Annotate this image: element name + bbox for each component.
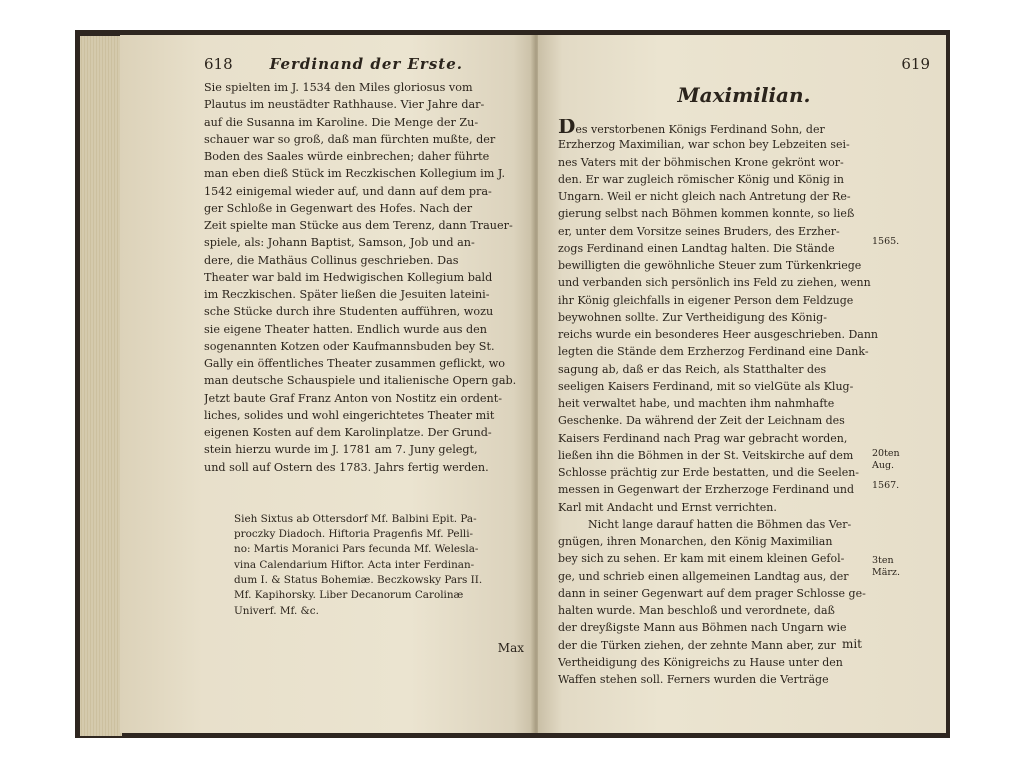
text-line: zogs Ferdinand einen Landtag halten. Die Stände bbox=[558, 241, 835, 255]
text-line: Gally ein öffentliches Theater zusammen geflickt, wo bbox=[204, 357, 506, 370]
text-line: schauer war so groß, daß man fürchten mußte, der bbox=[204, 132, 496, 146]
text-line: Sie spielten im J. 1534 den Miles gloriosus vom bbox=[204, 81, 473, 94]
text-line: ge, und schrieb einen allgemeinen Landtag aus, der bbox=[558, 569, 849, 583]
text-line: Kaisers Ferdinand nach Prag war gebracht worden, bbox=[558, 431, 848, 445]
text-line: Karl mit Andacht und Ernst verrichten. bbox=[558, 500, 777, 514]
text-line: messen in Gegenwart der Erzherzoge Ferdinand und bbox=[558, 483, 855, 497]
catchword: mit bbox=[841, 637, 862, 651]
text-line: 1542 einigemal wieder auf, und dann auf dem pra- bbox=[204, 184, 492, 198]
drop-cap: D bbox=[558, 119, 576, 137]
margin-note: 1565. bbox=[872, 236, 900, 247]
left-body-text bbox=[204, 79, 520, 476]
footnote-line: vina Calendarium Hiftor. Acta inter Ferdinan- bbox=[234, 558, 475, 571]
text-line: und soll auf Ostern des 1783. Jahrs fertig werden. bbox=[204, 460, 489, 474]
text-line: heit verwaltet habe, und machten ihm nahmhafte bbox=[558, 397, 835, 410]
left-page-number: 618 bbox=[204, 55, 233, 73]
text-line: stein hierzu wurde im J. 1781 am 7. Juny gelegt, bbox=[204, 443, 478, 457]
footnote-line: Sieh Sixtus ab Ottersdorf Mf. Balbini Epit. Pa- bbox=[234, 512, 477, 525]
text-line: der dreyßigste Mann aus Böhmen nach Ungarn wie bbox=[558, 621, 847, 635]
text-line: gierung selbst nach Böhmen kommen konnte, so ließ bbox=[558, 207, 855, 221]
margin-note: 1567. bbox=[872, 480, 900, 491]
footnote-line: Mf. Kapihorsky. Liber Decanorum Carolinæ bbox=[234, 589, 464, 602]
text-line: im Reczkischen. Später ließen die Jesuiten lateini- bbox=[204, 288, 490, 301]
text-line: Des verstorbenen Königs Ferdinand Sohn, der bbox=[558, 119, 930, 136]
footnote-line: Univerf. Mf. &c. bbox=[234, 604, 319, 617]
text-line: man eben dieß Stück im Reczkischen Kollegium im J. bbox=[204, 167, 506, 181]
right-page-number: 619 bbox=[901, 55, 930, 73]
text-line: Nicht lange darauf hatten die Böhmen das Ver- bbox=[588, 517, 852, 531]
chapter-title: Maximilian. bbox=[677, 83, 811, 107]
text-line: Erzherzog Maximilian, war schon bey Lebzeiten sei- bbox=[558, 138, 850, 152]
text-line: Geschenke. Da während der Zeit der Leichnam des bbox=[558, 414, 845, 428]
text-line: man deutsche Schauspiele und italienische Opern gab. bbox=[204, 374, 517, 388]
text-line: beywohnen sollte. Zur Vertheidigung des König- bbox=[558, 310, 827, 324]
text-line: der die Türken ziehen, der zehnte Mann aber, zur bbox=[558, 638, 836, 652]
text-line: Jetzt baute Graf Franz Anton von Nostitz ein ordent- bbox=[204, 391, 503, 405]
right-body-text bbox=[558, 119, 930, 688]
text-line: ger Schloße in Gegenwart des Hofes. Nach der bbox=[204, 201, 473, 215]
text-line: sche Stücke durch ihre Studenten aufführen, wozu bbox=[204, 305, 494, 319]
text-line: reichs wurde ein besonderes Heer ausgeschrieben. Dann bbox=[558, 328, 879, 341]
text-line: er, unter dem Vorsitze seines Bruders, des Erzher- bbox=[558, 224, 840, 238]
text-line: bey sich zu sehen. Er kam mit einem kleinen Gefol- bbox=[558, 552, 845, 566]
footnote-line: no: Martis Moranici Pars fecunda Mf. Welesla- bbox=[234, 543, 479, 556]
text-line: auf die Susanna im Karoline. Die Menge der Zu- bbox=[204, 115, 479, 129]
text-line: liches, solides und wohl eingerichtetes Theater mit bbox=[204, 408, 495, 422]
text-line: ihr König gleichfalls in eigener Person dem Feldzuge bbox=[558, 293, 854, 307]
text-line: nes Vaters mit der böhmischen Krone gekrönt wor- bbox=[558, 155, 844, 169]
text-line: Waffen stehen soll. Ferners wurden die Verträge bbox=[558, 673, 829, 686]
right-page-header bbox=[558, 55, 930, 77]
text-line: dere, die Mathäus Collinus geschrieben. Das bbox=[204, 253, 459, 267]
text-line: halten wurde. Man beschloß und verordnete, daß bbox=[558, 604, 835, 617]
text-line: sie eigene Theater hatten. Endlich wurde aus den bbox=[204, 322, 487, 336]
margin-note: 3ten März. bbox=[872, 555, 900, 578]
left-page-header bbox=[204, 55, 520, 77]
text-line: legten die Stände dem Erzherzog Ferdinand eine Dank- bbox=[558, 345, 869, 359]
text-line: Vertheidigung des Königreichs zu Hause unter den bbox=[558, 655, 843, 669]
page-edges bbox=[80, 36, 122, 736]
text-line: ließen ihn die Böhmen in der St. Veitskirche auf dem bbox=[558, 448, 854, 462]
text-line: Schlosse prächtig zur Erde bestatten, und die Seelen- bbox=[558, 466, 860, 479]
margin-note: 20ten Aug. bbox=[872, 448, 900, 471]
text-line: spiele, als: Johann Baptist, Samson, Job und an- bbox=[204, 236, 475, 250]
text-line: sogenannten Kotzen oder Kaufmannsbuden bey St. bbox=[204, 339, 495, 353]
left-page bbox=[120, 35, 534, 733]
running-head: Ferdinand der Erste. bbox=[269, 55, 463, 73]
text-line: seeligen Kaisers Ferdinand, mit so vielGüte als Klug- bbox=[558, 379, 854, 393]
right-page bbox=[538, 35, 946, 733]
text-line: bewilligten die gewöhnliche Steuer zum Türkenkriege bbox=[558, 259, 862, 272]
text-line: Plautus im neustädter Rathhause. Vier Jahre dar- bbox=[204, 98, 485, 112]
text-line: Zeit spielte man Stücke aus dem Terenz, dann Trauer- bbox=[204, 219, 513, 232]
footnote bbox=[204, 512, 520, 619]
catchword: Max bbox=[497, 641, 524, 655]
footnote-line: dum I. & Status Bohemiæ. Beczkowsky Pars II. bbox=[234, 573, 483, 586]
text-line: sagung ab, daß er das Reich, als Statthalter des bbox=[558, 362, 827, 376]
footnote-line: proczky Diadoch. Hiftoria Pragenfis Mf. Pelli- bbox=[234, 528, 474, 541]
text-line: Theater war bald im Hedwigischen Kollegium bald bbox=[204, 270, 493, 284]
text-line: eigenen Kosten auf dem Karolinplatze. Der Grund- bbox=[204, 426, 492, 439]
text-line: den. Er war zugleich römischer König und König in bbox=[558, 172, 845, 186]
text-line: gnügen, ihren Monarchen, den König Maximilian bbox=[558, 535, 833, 548]
text-line: Boden des Saales würde einbrechen; daher führte bbox=[204, 150, 490, 163]
text-line: Ungarn. Weil er nicht gleich nach Antretung der Re- bbox=[558, 190, 851, 203]
text-line: und verbanden sich persönlich ins Feld zu ziehen, wenn bbox=[558, 276, 871, 290]
text-line: dann in seiner Gegenwart auf dem prager Schlosse ge- bbox=[558, 586, 866, 600]
